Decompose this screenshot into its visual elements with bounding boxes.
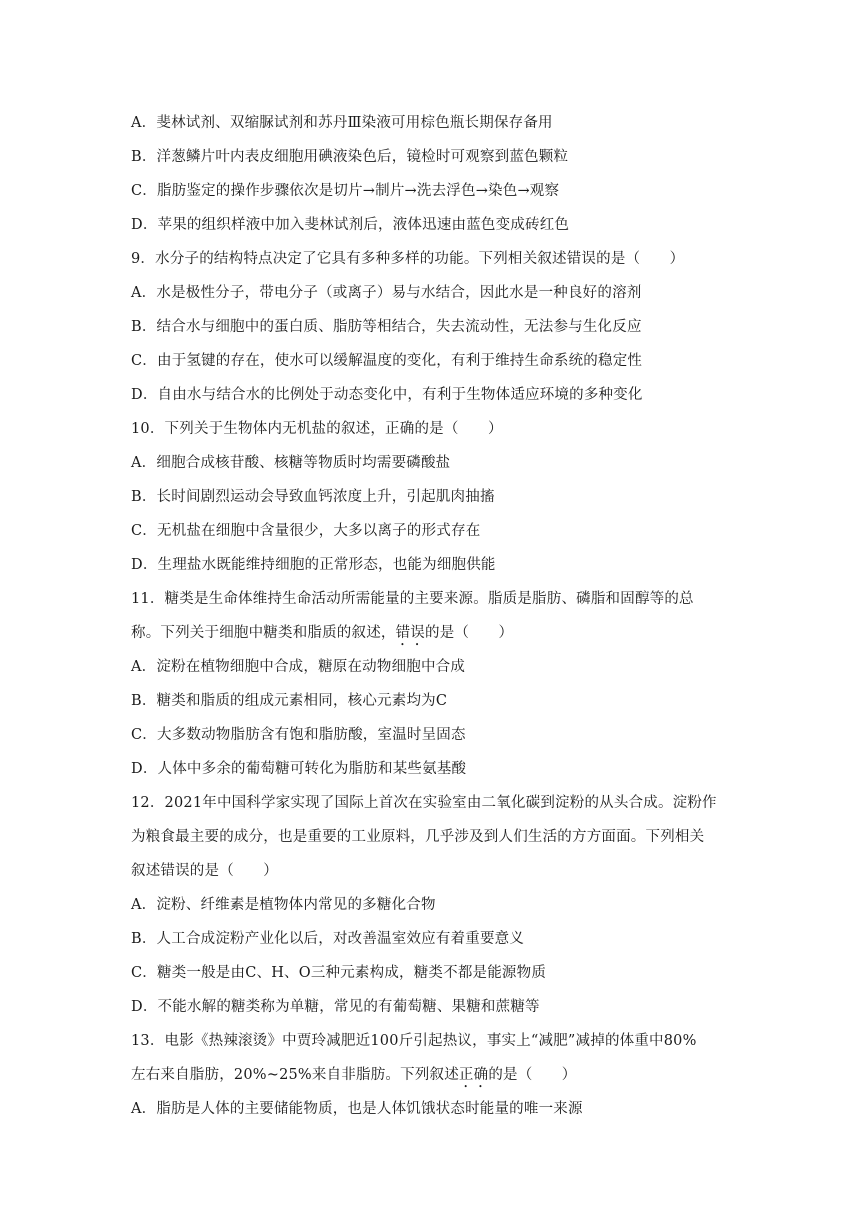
q12-option-b: B．人工合成淀粉产业化以后，对改善温室效应有着重要意义 <box>131 931 525 947</box>
q8-option-b: B．洋葱鳞片叶内表皮细胞用碘液染色后，镜检时可观察到蓝色颗粒 <box>131 149 569 165</box>
q13-stem-line1: 13．电影《热辣滚烫》中贾玲减肥近100斤引起热议，事实上“减肥”减掉的体重中80% <box>131 1033 697 1049</box>
q8-option-d: D．苹果的组织样液中加入斐林试剂后，液体迅速由蓝色变成砖红色 <box>131 217 570 233</box>
question-8-options <box>131 106 743 242</box>
q13-stem-pre: 左右来自脂肪，20%~25%来自非脂肪。下列叙述 <box>131 1067 459 1083</box>
q8-option-a: A．斐林试剂、双缩脲试剂和苏丹Ⅲ染液可用棕色瓶长期保存备用 <box>131 115 553 131</box>
question-10 <box>131 412 743 582</box>
q11-stem-line2 <box>131 616 743 650</box>
q11-option-d: D．人体中多余的葡萄糖可转化为脂肪和某些氨基酸 <box>131 761 467 777</box>
q9-option-b: B．结合水与细胞中的蛋白质、脂肪等相结合，失去流动性，无法参与生化反应 <box>131 319 642 335</box>
q11-stem-emphasis: 错误 <box>395 625 426 641</box>
question-9 <box>131 242 743 412</box>
q9-stem: 9．水分子的结构特点决定了它具有多种多样的功能。下列相关叙述错误的是（ ） <box>131 251 685 267</box>
q9-option-c: C．由于氢键的存在，使水可以缓解温度的变化，有利于维持生命系统的稳定性 <box>131 353 643 369</box>
question-13 <box>131 1024 743 1126</box>
q13-option-a: A．脂肪是人体的主要储能物质，也是人体饥饿状态时能量的唯一来源 <box>131 1101 583 1117</box>
q12-stem-line1: 12．2021年中国科学家实现了国际上首次在实验室由二氧化碳到淀粉的从头合成。淀粉作 <box>131 795 717 811</box>
q12-option-a: A．淀粉、纤维素是植物体内常见的多糖化合物 <box>131 897 436 913</box>
q11-stem-pre: 称。下列关于细胞中糖类和脂质的叙述， <box>131 625 396 641</box>
question-12 <box>131 786 743 1024</box>
q10-option-c: C．无机盐在细胞中含量很少，大多以离子的形式存在 <box>131 523 481 539</box>
q10-option-a: A．细胞合成核苷酸、核糖等物质时均需要磷酸盐 <box>131 455 451 471</box>
q10-option-b: B．长时间剧烈运动会导致血钙浓度上升，引起肌肉抽搐 <box>131 489 495 505</box>
q11-stem-line1: 11．糖类是生命体维持生命活动所需能量的主要来源。脂质是脂肪、磷脂和固醇等的总 <box>131 591 694 607</box>
q11-stem-post: 的是（ ） <box>425 625 514 641</box>
q12-option-d: D．不能水解的糖类称为单糖，常见的有葡萄糖、果糖和蔗糖等 <box>131 999 540 1015</box>
q11-option-b: B．糖类和脂质的组成元素相同，核心元素均为C <box>131 693 448 709</box>
q11-option-a: A．淀粉在植物细胞中合成，糖原在动物细胞中合成 <box>131 659 466 675</box>
question-content <box>131 106 743 1126</box>
q9-option-a: A．水是极性分子，带电分子（或离子）易与水结合，因此水是一种良好的溶剂 <box>131 285 642 301</box>
q13-stem-line2 <box>131 1058 743 1092</box>
q12-stem-line2: 为粮食最主要的成分，也是重要的工业原料，几乎涉及到人们生活的方方面面。下列相关 <box>131 829 705 845</box>
q13-stem-post: 的是（ ） <box>488 1067 577 1083</box>
q11-option-c: C．大多数动物脂肪含有饱和脂肪酸，室温时呈固态 <box>131 727 466 743</box>
q10-stem: 10．下列关于生物体内无机盐的叙述，正确的是（ ） <box>131 421 503 437</box>
q13-stem-emphasis: 正确 <box>458 1067 489 1083</box>
question-11 <box>131 582 743 786</box>
q8-option-c: C．脂肪鉴定的操作步骤依次是切片→制片→洗去浮色→染色→观察 <box>131 183 560 199</box>
q12-stem-line3: 叙述错误的是（ ） <box>131 863 278 879</box>
q12-option-c: C．糖类一般是由C、H、O三种元素构成，糖类不都是能源物质 <box>131 965 547 981</box>
q9-option-d: D．自由水与结合水的比例处于动态变化中，有利于生物体适应环境的多种变化 <box>131 387 643 403</box>
q10-option-d: D．生理盐水既能维持细胞的正常形态，也能为细胞供能 <box>131 557 496 573</box>
